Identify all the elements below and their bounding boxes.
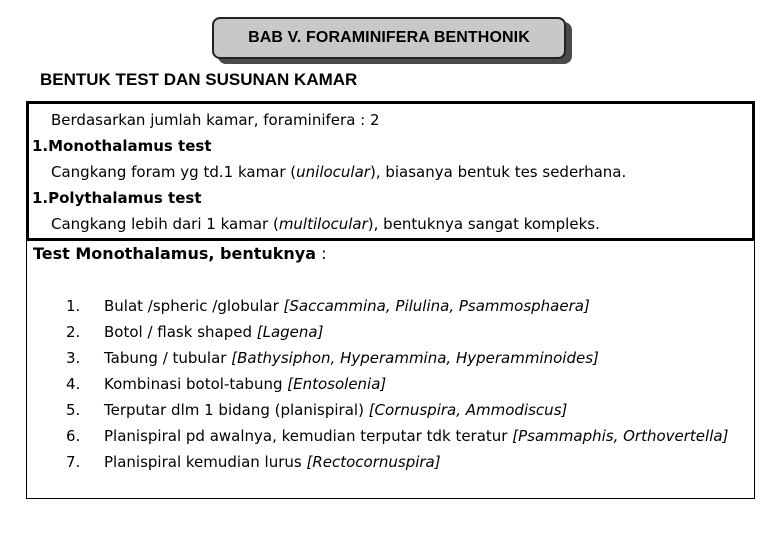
item-text [104,449,746,475]
monothalamus-shapes-heading [33,244,327,263]
item-shape: Kombinasi botol-tabung [104,375,288,393]
chapter-title-text: BAB V. FORAMINIFERA BENTHONIK [248,29,530,46]
item-number: 5. [66,401,81,419]
shape-list [66,293,746,475]
desc-term: unilocular [296,163,370,181]
item-text [104,345,746,371]
item-shape: Planispiral pd awalnya, kemudian terputar tdk teratur [104,427,513,445]
chapter-title [212,17,566,59]
desc-text: Cangkang lebih dari 1 kamar ( [51,215,279,233]
list-item [66,293,746,319]
list-item [66,423,746,449]
item-shape: Botol / flask shaped [104,323,257,341]
item-shape: Bulat /spheric /globular [104,297,284,315]
item-text [104,293,746,319]
intro-line: Berdasarkan jumlah kamar, foraminifera : 2 [51,111,380,129]
list-item [66,397,746,423]
desc-text: ), biasanya bentuk tes sederhana. [369,163,627,181]
item-text [104,319,746,345]
item-number: 2. [66,323,81,341]
item-examples: [Bathysiphon, Hyperammina, Hyperamminoides] [231,349,599,367]
item-shape: Terputar dlm 1 bidang (planispiral) [104,401,369,419]
item-number: 3. [66,349,81,367]
item-shape: Planispiral kemudian lurus [104,453,307,471]
item-shape: Tabung / tubular [104,349,232,367]
item-examples: [Saccammina, Pilulina, Psammosphaera] [283,297,590,315]
heading-colon: : [316,244,327,263]
item-examples: [Cornuspira, Ammodiscus] [368,401,568,419]
item-number: 7. [66,453,81,471]
item-examples: [Psammaphis, Orthovertella] [512,427,729,445]
list-item [66,345,746,371]
item-number: 6. [66,427,81,445]
desc-term: multilocular [278,215,368,233]
intro-box [26,101,755,241]
item-examples: [Entosolenia] [287,375,387,393]
desc-text: Cangkang foram yg td.1 kamar ( [51,163,297,181]
monothalamus-title: 1.Monothalamus test [32,137,212,155]
polythalamus-title: 1.Polythalamus test [32,189,202,207]
item-number: 1. [66,297,81,315]
item-text [104,397,746,423]
list-item [66,319,746,345]
list-item [66,371,746,397]
desc-text: ), bentuknya sangat kompleks. [367,215,600,233]
item-text [104,423,746,449]
section-heading: BENTUK TEST DAN SUSUNAN KAMAR [40,70,358,89]
heading-text: Test Monothalamus, bentuknya [33,244,317,263]
item-number: 4. [66,375,81,393]
list-item [66,449,746,475]
item-examples: [Lagena] [256,323,324,341]
monothalamus-description [29,159,752,185]
item-examples: [Rectocornuspira] [306,453,441,471]
polythalamus-description [29,211,752,237]
item-text [104,371,746,397]
